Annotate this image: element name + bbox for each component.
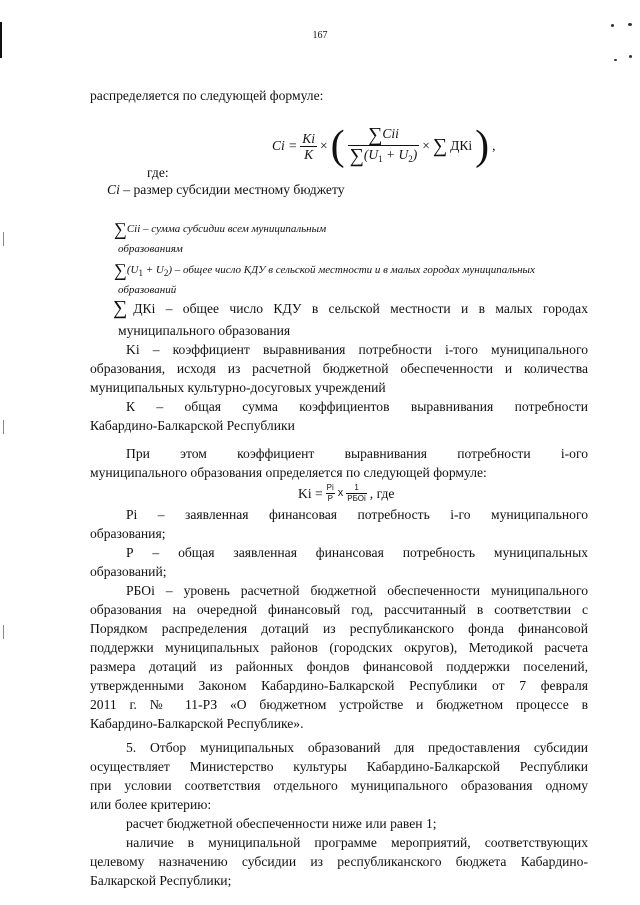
sum-u-sub-1: 1: [138, 268, 143, 278]
rbo-line-1: образования на очередной финансовый год, рассчитанный в соответствии с: [90, 602, 588, 617]
formula-u-open: (U: [363, 147, 379, 162]
intro-text: распределяется по следующей формуле:: [90, 88, 324, 103]
formula-dk: ДКi: [450, 138, 473, 153]
formula2-lhs: Ki =: [298, 485, 323, 501]
formula-ki-over-k: [300, 131, 317, 162]
formula-times: ×: [320, 138, 328, 153]
criterion-1: расчет бюджетной обеспеченности ниже или равен 1;: [126, 816, 437, 831]
dk-definition-line1: [113, 298, 588, 318]
formula2-one-over-rbo: [346, 483, 367, 504]
scan-speck: [628, 23, 632, 26]
sum-u-sub-2: 2: [163, 268, 169, 278]
sum-u-definition: [114, 260, 535, 280]
criterion2-line-1: целевому назначению субсидии из республиканского бюджета Кабардино-: [90, 854, 588, 869]
sum-cii-symbol: Cii: [126, 223, 141, 235]
dk-definition-text: ДКi – общее число КДУ в сельской местности и в малых городах: [133, 300, 588, 316]
formula-tail: ,: [492, 138, 496, 153]
p-definition-line2: образований;: [90, 564, 167, 579]
formula-k: K: [304, 146, 314, 162]
criterion2-line-0: наличие в муниципальной программе мероприятий, соответствующих: [126, 835, 588, 850]
criterion2-line-2: Балкарской Республики;: [90, 873, 232, 888]
rbo-line-3: поддержки муниципальных районов (городских округов), Методикой расчета: [90, 640, 588, 655]
formula2-tail: , где: [369, 485, 395, 501]
p-definition-line1: Р – общая заявленная финансовая потребность муниципальных: [126, 545, 588, 560]
formula2-rboi: РБОi: [347, 493, 366, 503]
formula2-one: 1: [346, 483, 367, 494]
formula-sum-top: [348, 125, 420, 146]
sum-u-definition-line2: образований: [118, 284, 177, 296]
rbo-line-2: Порядком распределения дотаций из республиканского фонда финансовой: [90, 621, 588, 636]
page-number: 167: [312, 30, 328, 41]
scan-speck: [629, 55, 632, 58]
sum-icon: ∑: [114, 219, 127, 239]
formula-ki: Ki: [302, 130, 316, 146]
formula2-times: x: [337, 486, 344, 499]
also-line1: При этом коэффициент выравнивания потребности i-ого: [126, 446, 588, 461]
rbo-line-6: 2011 г. № 11-РЗ «О бюджетном устройстве и бюджетном процессе в: [90, 697, 588, 712]
sum-u-open: (U: [126, 264, 139, 276]
rbo-line-5: утвержденными Законом Кабардино-Балкарской Республики от 7 февраля: [90, 678, 588, 693]
left-edge-tick: [3, 625, 4, 639]
formula-left-paren: (: [330, 123, 345, 169]
formula-right-paren: ): [475, 123, 490, 169]
rbo-line-7: Кабардино-Балкарской Республике».: [90, 716, 304, 731]
pi-definition-line2: образования;: [90, 526, 166, 541]
formula-u-sub-1: 1: [378, 154, 383, 164]
rbo-line-0: РБОi – уровень расчетной бюджетной обеспеченности муниципального: [126, 583, 588, 598]
sum-cii-definition-line2: образованиям: [118, 243, 183, 255]
left-edge-tick: [3, 232, 4, 246]
formula-ci-lhs: Ci =: [272, 138, 298, 153]
rbo-line-4: размера дотаций из районных фондов финансовой поддержки поселений,: [90, 659, 588, 674]
formula-u-close: ): [412, 147, 418, 162]
formula2-pi-over-p: [326, 483, 335, 504]
item5-line-0: 5. Отбор муниципальных образований для предоставления субсидии: [126, 740, 588, 755]
formula-u-sub-2: 2: [408, 154, 413, 164]
formula2-pi: Pi: [326, 482, 334, 492]
left-edge-tick: [3, 420, 4, 434]
formula-ci: [272, 116, 496, 176]
sum-u-close: ): [168, 264, 172, 276]
dk-definition: [113, 298, 588, 318]
formula-cii: Cii: [382, 126, 399, 141]
sum-u-text: – общее число КДУ в сельской местности и в малых городах муниципальных: [172, 264, 535, 276]
ci-definition: [107, 180, 345, 199]
formula-sum-fraction: [348, 125, 420, 167]
item5-line-3: или более критерию:: [90, 797, 212, 812]
formula2-p: P: [327, 493, 333, 503]
sum-icon: ∑: [349, 145, 364, 167]
ki-definition-line1: Ki – коэффициент выравнивания потребности i-того муниципального: [126, 342, 588, 357]
sum-icon: ∑: [113, 297, 128, 319]
ci-def-text: – размер субсидии местному бюджету: [119, 182, 345, 197]
k-definition-line2: Кабардино-Балкарской Республики: [90, 418, 295, 433]
k-definition-line1: К – общая сумма коэффициентов выравнивания потребности: [126, 399, 588, 414]
ci-symbol: Ci: [107, 182, 120, 197]
sum-cii-definition: [114, 219, 326, 239]
sum-icon: ∑: [432, 135, 448, 157]
sum-icon: ∑: [114, 260, 127, 280]
dk-definition-line2: муниципального образования: [118, 323, 291, 338]
also-line2: муниципального образования определяется по следующей формуле:: [90, 465, 487, 480]
sum-cii-text: – сумма субсидии всем муниципальным: [140, 223, 327, 235]
pi-definition-line1: Pi – заявленная финансовая потребность i-го муниципального: [126, 507, 588, 522]
scan-speck: [611, 24, 614, 27]
formula-sum-bottom: [348, 146, 420, 167]
where-label: где:: [147, 165, 169, 180]
item5-line-2: при условии соответствия отдельного муниципального образования одному: [90, 778, 588, 793]
sum-icon: ∑: [368, 124, 383, 146]
formula-times-2: ×: [422, 138, 430, 153]
ki-definition-line2: образования, исходя из расчетной бюджетной обеспеченности и количества: [90, 361, 588, 376]
ki-definition-line3: муниципальных культурно-досуговых учреждений: [90, 380, 386, 395]
scan-speck: [614, 59, 617, 61]
formula-u-plus: + U: [382, 147, 409, 162]
item5-line-1: осуществляет Министерство культуры Кабардино-Балкарской Республики: [90, 759, 588, 774]
formula-ki: [298, 478, 394, 508]
sum-u-plus: + U: [142, 264, 164, 276]
